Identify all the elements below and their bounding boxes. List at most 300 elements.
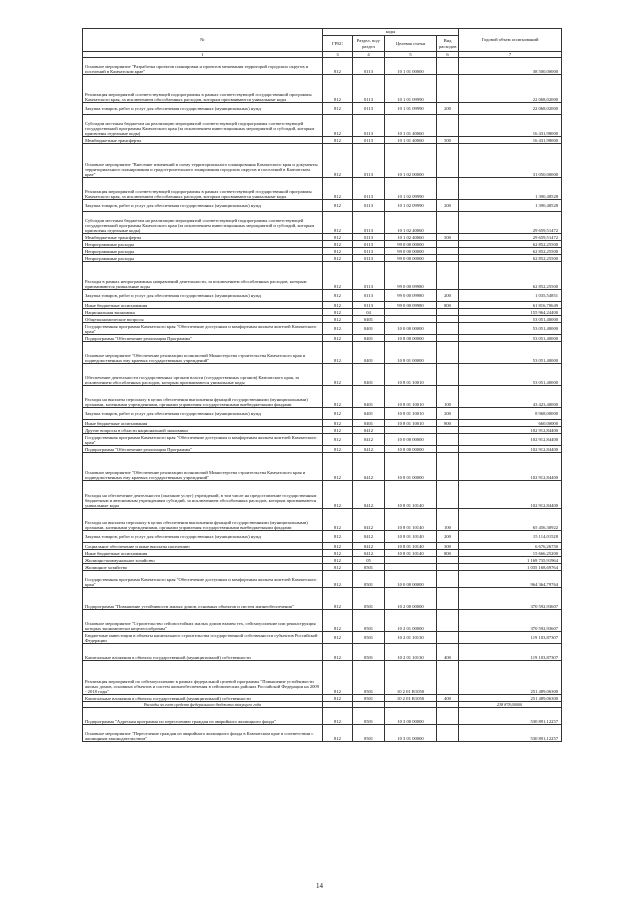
row-target-article: 99 0 00 09980 <box>385 290 437 302</box>
row-amount: 62 852,25500 <box>459 262 562 290</box>
row-grbs: 812 <box>323 309 353 316</box>
row-expense-type <box>437 588 459 610</box>
row-amount: 8 968,00000 <box>459 408 562 420</box>
row-description: Государственная программа Камчатского края "Обеспечение доступным и комфортным жильем жителей Камчатского края" <box>83 571 323 588</box>
col-header-csr: Целевая статья <box>385 36 437 52</box>
row-amount: 38 500,00000 <box>459 58 562 75</box>
row-description: Закупка товаров, работ и услуг для обеспечения государственных (муниципальных) нужд <box>83 531 323 543</box>
table-row <box>83 408 562 420</box>
row-amount: 31 050,00000 <box>459 144 562 178</box>
row-description: Основное мероприятие "Строительство сейсмостойких жилых домов взамен тех, сейсмоусиление или реконструкция которых экономически нецелесообразны" <box>83 610 323 632</box>
row-amount: 102 912,84400 <box>459 446 562 453</box>
row-target-article: 10 0 00 00000 <box>385 434 437 446</box>
row-expense-type: 200 <box>437 200 459 212</box>
row-razdel: 0501 <box>353 588 385 610</box>
row-expense-type <box>437 557 459 564</box>
row-grbs: 812 <box>323 316 353 323</box>
row-razdel: 0412 <box>353 446 385 453</box>
row-expense-type <box>437 427 459 434</box>
row-expense-type <box>437 661 459 695</box>
row-razdel: 0113 <box>353 302 385 309</box>
row-grbs: 812 <box>323 137 353 144</box>
table-row <box>83 571 562 588</box>
row-description: Государственная программа Камчатского края "Обеспечение доступным и комфортным жильем жителей Камчатского края" <box>83 323 323 335</box>
row-amount: 65 456,30922 <box>459 509 562 531</box>
row-target-article: 10 8 01 10010 <box>385 420 437 427</box>
table-row <box>83 115 562 137</box>
table-row <box>83 58 562 75</box>
row-amount: 660,00000 <box>459 420 562 427</box>
row-grbs: 812 <box>323 588 353 610</box>
row-amount: 29 659,51472 <box>459 234 562 241</box>
row-expense-type <box>437 115 459 137</box>
row-amount: 53 051,40000 <box>459 323 562 335</box>
table-header <box>83 29 562 58</box>
row-expense-type: 300 <box>437 543 459 550</box>
row-description: Закупка товаров, работ и услуг для обеспечения государственных (муниципальных) нужд <box>83 408 323 420</box>
row-razdel: 0113 <box>353 212 385 234</box>
col-index-5: 5 <box>385 52 437 58</box>
row-description: Межбюджетные трансферты <box>83 137 323 144</box>
row-expense-type: 200 <box>437 408 459 420</box>
row-amount: 16 431,98000 <box>459 137 562 144</box>
row-razdel: 0501 <box>353 725 385 742</box>
row-expense-type: 400 <box>437 644 459 661</box>
row-description: Капитальные вложения в объекты государственной (муниципальной) собственности <box>83 644 323 661</box>
row-razdel: 0113 <box>353 248 385 255</box>
row-expense-type: 800 <box>437 302 459 309</box>
row-description: Основное мероприятие "Переселение граждан из аварийного жилищного фонда в Камчатском крае в соответствии с жилищным законодательством" <box>83 725 323 742</box>
table-row <box>83 290 562 302</box>
row-razdel: 0113 <box>353 255 385 262</box>
col-index-7: 7 <box>459 52 562 58</box>
row-description: Иные бюджетные ассигнования <box>83 420 323 427</box>
row-amount: 251 489,06300 <box>459 695 562 702</box>
row-razdel: 0401 <box>353 342 385 364</box>
row-description: Расходы на выплаты персоналу в целях обеспечения выполнения функций государственными (муниципальными) органами, казенными учреждениями, органами управления государственными внебюджетными фондами <box>83 386 323 408</box>
row-grbs: 812 <box>323 115 353 137</box>
row-grbs: 812 <box>323 262 353 290</box>
row-description: Подпрограмма "Обеспечение реализации Программы" <box>83 335 323 342</box>
row-amount: 62 852,25500 <box>459 255 562 262</box>
row-expense-type <box>437 342 459 364</box>
row-grbs: 812 <box>323 543 353 550</box>
row-target-article: 10 1 02 09990 <box>385 200 437 212</box>
row-target-article: 10 8 01 00000 <box>385 453 437 481</box>
row-grbs: 812 <box>323 103 353 115</box>
row-target-article: 99 0 00 09980 <box>385 302 437 309</box>
row-amount: 53 051,40000 <box>459 364 562 386</box>
row-target-article <box>385 309 437 316</box>
row-amount: 62 852,25500 <box>459 241 562 248</box>
row-description: Жилищное хозяйство <box>83 564 323 571</box>
table-row <box>83 309 562 316</box>
row-description: Основное мероприятие "Обеспечение реализации полномочий Министерства строительства Камчатского края и подведомственных ему краевых государственных учреждений" <box>83 342 323 364</box>
col-header-razdel: Раздел, под-раздел <box>353 36 385 52</box>
page-number: 14 <box>316 882 323 890</box>
table-row <box>83 323 562 335</box>
row-target-article: 10 1 02 09990 <box>385 178 437 200</box>
row-description: Расходы на обеспечение деятельности (оказание услуг) учреждений, в том числе на предоставление государственным бюджетным и автономным учреждениям субсидий, за исключением обособленных расходов, которым присваиваются уникальные коды <box>83 481 323 509</box>
table-row <box>83 335 562 342</box>
row-razdel: 0401 <box>353 386 385 408</box>
row-expense-type <box>437 610 459 632</box>
row-grbs: 812 <box>323 644 353 661</box>
table-row <box>83 316 562 323</box>
row-expense-type: 400 <box>437 695 459 702</box>
row-grbs: 812 <box>323 610 353 632</box>
row-razdel: 0113 <box>353 234 385 241</box>
row-amount: 102 912,84400 <box>459 481 562 509</box>
row-amount: 1 169 735,91964 <box>459 557 562 564</box>
row-expense-type <box>437 434 459 446</box>
row-amount: 155 964,24400 <box>459 309 562 316</box>
budget-table-sheet <box>82 28 561 742</box>
row-description: Другие вопросы в области национальной экономики <box>83 427 323 434</box>
row-target-article: 10 8 00 00000 <box>385 335 437 342</box>
table-row <box>83 420 562 427</box>
col-index-3: 3 <box>323 52 353 58</box>
row-description: Основное мероприятие "Внесение изменений в схему территориального планирования Камчатского края и документы территориального планирования и градостроительного зонирования городских округов и поселений в Камчатском крае" <box>83 144 323 178</box>
row-description: Общеэкономические вопросы <box>83 316 323 323</box>
row-description: Капитальные вложения в объекты государственной (муниципальной) собственности <box>83 695 323 702</box>
row-description: Расходы за счет средств федерального бюджета текущего года <box>83 702 323 708</box>
row-grbs: 812 <box>323 342 353 364</box>
row-grbs: 812 <box>323 302 353 309</box>
row-expense-type <box>437 481 459 509</box>
row-amount: 16 431,98000 <box>459 115 562 137</box>
table-row <box>83 725 562 742</box>
row-target-article: 99 0 00 09980 <box>385 262 437 290</box>
row-target-article: 99 0 00 00000 <box>385 241 437 248</box>
row-description: Иные бюджетные ассигнования <box>83 550 323 557</box>
row-grbs: 812 <box>323 290 353 302</box>
row-razdel: 0113 <box>353 58 385 75</box>
row-expense-type <box>437 453 459 481</box>
row-razdel: 0113 <box>353 115 385 137</box>
row-amount: 530 891,12257 <box>459 708 562 725</box>
row-target-article <box>385 557 437 564</box>
table-row <box>83 531 562 543</box>
row-target-article: 10 1 01 09990 <box>385 75 437 103</box>
row-description: Закупка товаров, работ и услуг для обеспечения государственных (муниципальных) нужд <box>83 200 323 212</box>
row-target-article: 10 0 00 00000 <box>385 571 437 588</box>
row-grbs: 812 <box>323 75 353 103</box>
row-grbs: 812 <box>323 550 353 557</box>
row-razdel: 0113 <box>353 262 385 290</box>
row-target-article: 10 8 01 10140 <box>385 481 437 509</box>
row-expense-type <box>437 564 459 571</box>
table-row <box>83 550 562 557</box>
row-expense-type <box>437 323 459 335</box>
row-razdel: 0412 <box>353 550 385 557</box>
row-razdel: 0412 <box>353 531 385 543</box>
row-description: Межбюджетные трансферты <box>83 234 323 241</box>
row-amount: 22 068,02000 <box>459 75 562 103</box>
table-row <box>83 241 562 248</box>
row-amount: 1 035,54851 <box>459 290 562 302</box>
row-amount: 530 891,12257 <box>459 725 562 742</box>
row-amount: 43 423,40000 <box>459 386 562 408</box>
row-target-article: 10 8 01 10140 <box>385 543 437 550</box>
row-expense-type <box>437 212 459 234</box>
row-target-article: 10 8 01 10140 <box>385 550 437 557</box>
row-amount: 102 912,84400 <box>459 427 562 434</box>
table-row <box>83 200 562 212</box>
row-target-article: 10 8 00 00000 <box>385 446 437 453</box>
table-row <box>83 234 562 241</box>
col-header-amount: Годовой объем ассигнований <box>459 29 562 52</box>
table-row <box>83 103 562 115</box>
row-grbs: 812 <box>323 446 353 453</box>
row-grbs: 812 <box>323 364 353 386</box>
row-target-article: 10 2 01 R1050 <box>385 661 437 695</box>
row-target-article: 99 0 00 00000 <box>385 248 437 255</box>
row-amount: 15 114,01528 <box>459 531 562 543</box>
table-row <box>83 661 562 695</box>
row-grbs: 812 <box>323 212 353 234</box>
row-razdel: 0501 <box>353 708 385 725</box>
table-row <box>83 302 562 309</box>
row-expense-type <box>437 75 459 103</box>
row-razdel: 0113 <box>353 200 385 212</box>
row-grbs: 812 <box>323 725 353 742</box>
row-expense-type <box>437 725 459 742</box>
row-expense-type <box>437 335 459 342</box>
table-row <box>83 446 562 453</box>
row-razdel: 0401 <box>353 408 385 420</box>
row-amount: 53 051,40000 <box>459 335 562 342</box>
row-description: Подпрограмма "Обеспечение реализации Программы" <box>83 446 323 453</box>
row-description: Социальное обеспечение и иные выплаты населению <box>83 543 323 550</box>
row-amount: 61 816,70649 <box>459 302 562 309</box>
row-grbs: 812 <box>323 453 353 481</box>
row-grbs: 812 <box>323 386 353 408</box>
row-expense-type <box>437 255 459 262</box>
row-description: Расходы на выплаты персоналу в целях обеспечения выполнения функций государственными (муниципальными) органами, казенными учреждениями, органами управления государственными внебюджетными фондами <box>83 509 323 531</box>
row-target-article <box>385 564 437 571</box>
row-expense-type: 800 <box>437 420 459 427</box>
row-target-article: 10 2 01 00000 <box>385 610 437 632</box>
row-target-article: 10 1 02 40060 <box>385 234 437 241</box>
row-target-article <box>385 427 437 434</box>
row-amount: 119 103,87307 <box>459 632 562 644</box>
table-row <box>83 427 562 434</box>
table-row <box>83 543 562 550</box>
row-razdel: 0113 <box>353 103 385 115</box>
row-target-article: 10 8 01 10140 <box>385 509 437 531</box>
row-razdel: 0113 <box>353 241 385 248</box>
row-razdel: 0412 <box>353 509 385 531</box>
row-expense-type: 500 <box>437 234 459 241</box>
row-description: Закупка товаров, работ и услуг для обеспечения государственных (муниципальных) нужд <box>83 290 323 302</box>
table-body <box>83 58 562 742</box>
row-razdel: 0412 <box>353 453 385 481</box>
row-expense-type: 200 <box>437 290 459 302</box>
row-description: Непрограммные расходы <box>83 255 323 262</box>
row-target-article: 10 2 01 10130 <box>385 644 437 661</box>
row-razdel: 0412 <box>353 434 385 446</box>
row-razdel: 0113 <box>353 75 385 103</box>
row-description: Реализация мероприятий соответствующей подпрограммы в рамках соответствующей государственной программы Камчатского края, за исключением обособленных расходов, которым присваиваются уникальные коды <box>83 75 323 103</box>
budget-table <box>82 28 562 742</box>
row-expense-type <box>437 708 459 725</box>
col-header-vid: Вид расходов <box>437 36 459 52</box>
row-amount: 964 364,79764 <box>459 571 562 588</box>
col-header-codes: коды <box>323 29 459 36</box>
table-row <box>83 386 562 408</box>
row-expense-type: 100 <box>437 386 459 408</box>
row-razdel: 0401 <box>353 364 385 386</box>
row-description: Субсидии местным бюджетам на реализацию мероприятий соответствующей подпрограммы соответствующей государственной программы Камчатского края (за исключением инвестиционных мероприятий и субсидий, которым присвоены отдельные коды) <box>83 115 323 137</box>
row-expense-type: 500 <box>437 137 459 144</box>
row-grbs: 812 <box>323 509 353 531</box>
row-target-article: 10 1 01 40060 <box>385 115 437 137</box>
row-target-article: 10 8 01 10010 <box>385 408 437 420</box>
row-grbs: 812 <box>323 661 353 695</box>
row-description: Обеспечение деятельности государственных органов власти (государственных органов) Камчатского края, за исключением обособленных расходов, которым присваиваются уникальные коды <box>83 364 323 386</box>
table-row <box>83 644 562 661</box>
row-amount: 15 666,25200 <box>459 550 562 557</box>
row-target-article: 10 1 01 40060 <box>385 137 437 144</box>
row-razdel: 0501 <box>353 632 385 644</box>
row-amount: 102 912,84400 <box>459 453 562 481</box>
table-row <box>83 588 562 610</box>
col-header-grbs: ГРБС <box>323 36 353 52</box>
row-grbs: 812 <box>323 564 353 571</box>
row-grbs: 812 <box>323 695 353 702</box>
row-grbs: 812 <box>323 234 353 241</box>
row-target-article: 10 0 00 00000 <box>385 323 437 335</box>
col-header-num: № <box>83 29 323 52</box>
row-grbs: 812 <box>323 200 353 212</box>
row-expense-type <box>437 241 459 248</box>
row-amount: 1 035 168,69764 <box>459 564 562 571</box>
row-target-article: 99 0 00 00000 <box>385 255 437 262</box>
row-description: Закупка товаров, работ и услуг для обеспечения государственных (муниципальных) нужд <box>83 103 323 115</box>
row-razdel: 0113 <box>353 137 385 144</box>
row-amount: 53 051,40000 <box>459 342 562 364</box>
row-grbs: 812 <box>323 420 353 427</box>
table-row <box>83 212 562 234</box>
table-row <box>83 144 562 178</box>
row-grbs: 812 <box>323 255 353 262</box>
row-description: Расходы в рамках непрограммных направлений деятельности, за исключением обособленных расходов, которым присваиваются уникальные коды <box>83 262 323 290</box>
table-row <box>83 255 562 262</box>
row-expense-type: 200 <box>437 103 459 115</box>
col-index-1: 1 <box>83 52 323 58</box>
row-description: Реализация мероприятий соответствующей подпрограммы в рамках соответствующей государственной программы Камчатского края, за исключением обособленных расходов, которым присваиваются уникальные коды <box>83 178 323 200</box>
row-description: Подпрограмма "Повышение устойчивости жилых домов, основных объектов и систем жизнеобеспечения" <box>83 588 323 610</box>
row-description: Непрограммные расходы <box>83 241 323 248</box>
row-razdel: 04 <box>353 309 385 316</box>
row-expense-type: 200 <box>437 531 459 543</box>
row-grbs: 812 <box>323 58 353 75</box>
row-razdel: 0113 <box>353 290 385 302</box>
row-expense-type <box>437 178 459 200</box>
row-description: Субсидии местным бюджетам на реализацию мероприятий соответствующей подпрограммы соответствующей государственной программы Камчатского края (за исключением инвестиционных мероприятий и субсидий, которым присвоены отдельные коды) <box>83 212 323 234</box>
row-target-article: 10 2 00 00000 <box>385 588 437 610</box>
row-grbs: 812 <box>323 434 353 446</box>
row-razdel: 0113 <box>353 144 385 178</box>
row-grbs: 812 <box>323 248 353 255</box>
row-expense-type <box>437 364 459 386</box>
row-target-article: 10 2 01 10130 <box>385 632 437 644</box>
row-amount: 102 912,84400 <box>459 434 562 446</box>
row-target-article: 10 1 02 40060 <box>385 212 437 234</box>
row-expense-type: 100 <box>437 509 459 531</box>
row-expense-type <box>437 446 459 453</box>
row-expense-type <box>437 144 459 178</box>
row-target-article: 10 1 01 00000 <box>385 58 437 75</box>
row-expense-type <box>437 309 459 316</box>
row-amount: 119 103,87307 <box>459 644 562 661</box>
row-amount: 370 592,93607 <box>459 588 562 610</box>
row-target-article: 10 8 01 10140 <box>385 531 437 543</box>
row-expense-type <box>437 632 459 644</box>
row-target-article: 10 3 00 00000 <box>385 708 437 725</box>
row-razdel: 0412 <box>353 543 385 550</box>
row-amount: 29 659,51472 <box>459 212 562 234</box>
row-razdel: 0401 <box>353 323 385 335</box>
row-description: Непрограммные расходы <box>83 248 323 255</box>
table-row <box>83 610 562 632</box>
row-description: Национальная экономика <box>83 309 323 316</box>
row-razdel: 0501 <box>353 564 385 571</box>
row-grbs: 812 <box>323 531 353 543</box>
row-razdel: 0401 <box>353 335 385 342</box>
table-row <box>83 708 562 725</box>
row-razdel: 0501 <box>353 661 385 695</box>
row-razdel: 05 <box>353 557 385 564</box>
table-row <box>83 137 562 144</box>
row-amount: 62 852,25500 <box>459 248 562 255</box>
col-index-6: 6 <box>437 52 459 58</box>
table-row <box>83 564 562 571</box>
row-grbs: 812 <box>323 144 353 178</box>
row-amount: 251 489,06300 <box>459 661 562 695</box>
row-grbs: 812 <box>323 335 353 342</box>
row-description: Бюджетные инвестиции в объекты капитального строительства государственной собственности субъектов Российской Федерации <box>83 632 323 644</box>
table-row <box>83 262 562 290</box>
row-razdel: 0401 <box>353 316 385 323</box>
row-grbs: 812 <box>323 178 353 200</box>
row-expense-type: 800 <box>437 550 459 557</box>
row-expense-type <box>437 248 459 255</box>
row-amount: 1 390,48528 <box>459 200 562 212</box>
row-razdel: 0501 <box>353 695 385 702</box>
table-row <box>83 557 562 564</box>
row-razdel: 0501 <box>353 571 385 588</box>
col-index-4: 4 <box>353 52 385 58</box>
table-row <box>83 434 562 446</box>
row-target-article: 10 8 01 00000 <box>385 342 437 364</box>
row-razdel: 0401 <box>353 420 385 427</box>
row-grbs: 812 <box>323 323 353 335</box>
row-target-article: 10 2 01 R1050 <box>385 695 437 702</box>
table-row <box>83 632 562 644</box>
table-row <box>83 75 562 103</box>
row-description: Жилищно-коммунальное хозяйство <box>83 557 323 564</box>
row-razdel: 0501 <box>353 644 385 661</box>
table-row <box>83 364 562 386</box>
row-amount: 22 068,02000 <box>459 103 562 115</box>
row-target-article <box>385 316 437 323</box>
table-row <box>83 453 562 481</box>
row-grbs: 812 <box>323 241 353 248</box>
table-row <box>83 248 562 255</box>
row-razdel: 0501 <box>353 610 385 632</box>
